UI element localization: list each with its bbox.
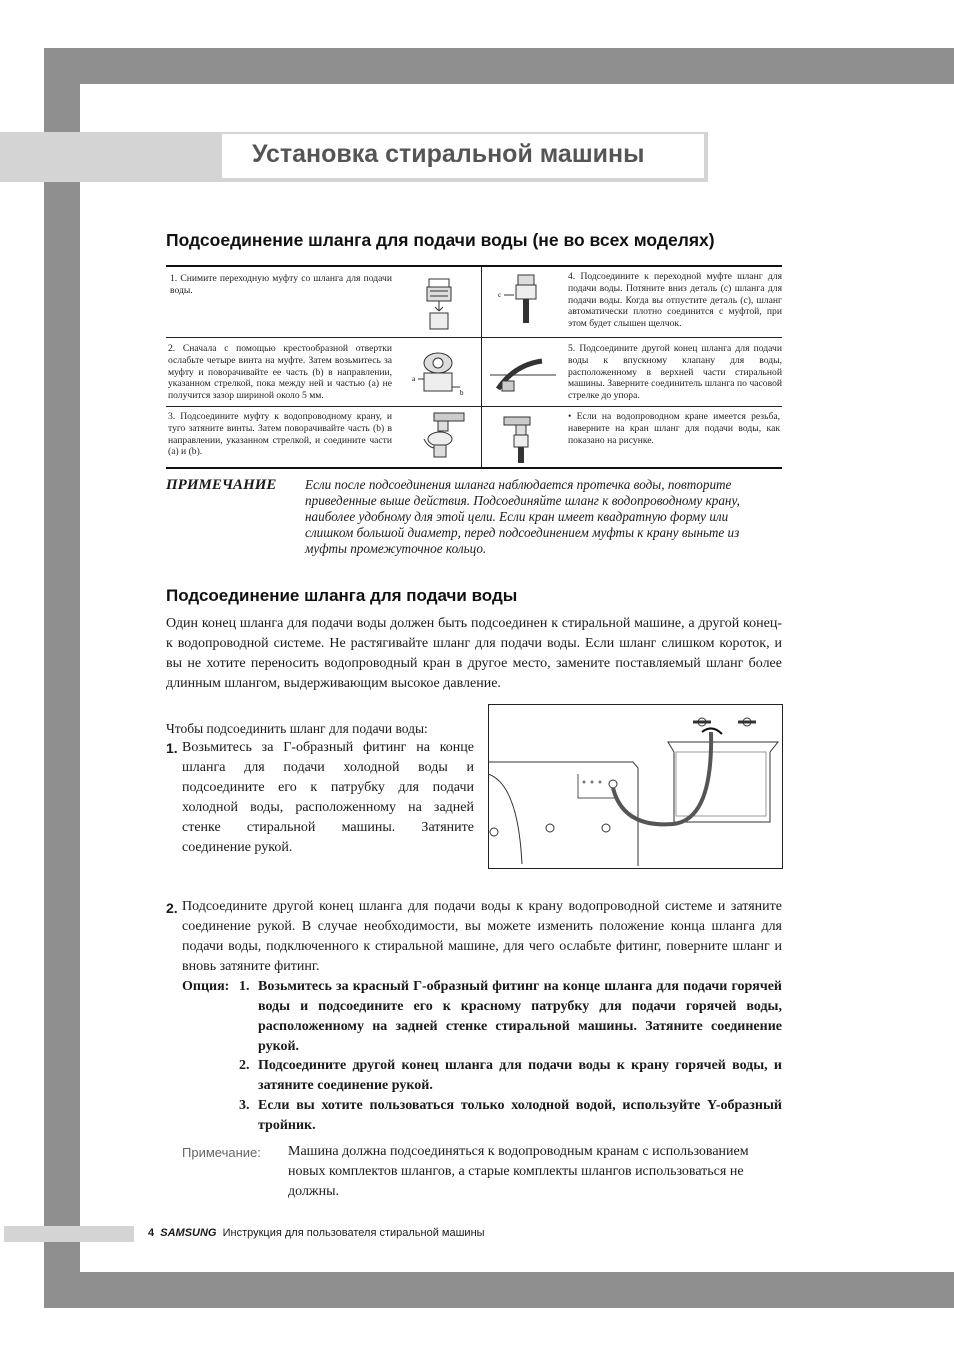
page-frame-bottom — [44, 1272, 954, 1308]
footer — [148, 1227, 485, 1239]
step-4-text: 4. Подсоедините к переходной муфте шланг для подачи воды. Потяните вниз деталь (с) шланга для подачи воды. Когда вы отпустите деталь (с), шланг автоматически плотно соединится с муфтой, при этом будет слышен щелчок. — [568, 271, 782, 330]
footer-bar — [4, 1226, 134, 1242]
section1-heading: Подсоединение шланга для подачи воды (не во всех моделях) — [166, 230, 715, 250]
option-1-number: 1. — [239, 979, 250, 994]
step-5-text: 5. Подсоедините другой конец шланга для подачи воды к впускному клапану для воды, расположенному в верхней части стиральной машины. Заверните соединитель шланга по часовой стрелке до упора. — [568, 343, 782, 402]
option-2-number: 2. — [239, 1058, 250, 1073]
label-a: a — [412, 375, 416, 383]
note-text: Если после подсоединения шланга наблюдается протечка воды, повторите приведенные выше действия. Подсоединяйте шланг к водопроводному крану, наиболее удобному для этой цели. Если кран имеет квадратную форму или слишком большой диаметр, перед подсоединением муфты к крану выньте из муфты промежуточное кольцо. — [305, 477, 740, 556]
hose-adapter-figure — [496, 273, 556, 333]
step1-number: 1. — [166, 740, 178, 756]
threaded-tap-figure — [500, 411, 552, 465]
washer-illustration — [488, 704, 783, 869]
step-1-text: 1. Снимите переходную муфту со шланга для подачи воды. — [170, 273, 392, 296]
intro-paragraph: Один конец шланга для подачи воды должен быть подсоединен к стиральной машине, а другой конец-к водопроводной системе. Не растягивайте шланг для подачи воды. Если шланг слишком короток, и вы не хотите переносить водопроводный кран в другое место, замените поставляемый шланг более длинным шлангом, выдерживающим высокое давление. — [166, 616, 782, 691]
instructions-grid — [166, 265, 782, 469]
lead-text: Чтобы подсоединить шланг для подачи воды: — [166, 721, 428, 736]
note-label: ПРИМЕЧАНИЕ — [166, 477, 277, 493]
option-label: Опция: — [182, 979, 230, 994]
adapter-figure — [416, 277, 462, 333]
step-3-text: 3. Подсоедините муфту к водопроводному крану, и туго затяните винты. Затем поворачивайте часть (b) в направлении, указанном стрелкой, и соедините части (а) и (b). — [168, 411, 392, 458]
note2-label: Примечание: — [182, 1145, 261, 1160]
option-1-text: Возьмитесь за красный Г-образный фитинг на конце шланга для подачи горячей воды и подсоедините его к красному патрубку для подачи горячей воды, расположенному на задней стенке стиральной машины. Затяните соединение рукой. — [258, 979, 782, 1054]
footer-text: Инструкция для пользователя стиральной машины — [222, 1227, 485, 1239]
step-6-text: • Если на водопроводном кране имеется резьба, наверните на кран шланг для подачи воды, как показано на рисунке. — [568, 411, 780, 446]
page-frame-top — [44, 48, 954, 84]
label-b: b — [460, 389, 464, 397]
note2-text: Машина должна подсоединяться к водопроводным кранам с использованием новых комплектов шлангов, а старые комплекты шлангов использоваться не должны. — [288, 1144, 749, 1199]
step2-number: 2. — [166, 900, 178, 916]
option-2-text: Подсоедините другой конец шланга для подачи воды к крану горячей воды, и затяните соединение рукой. — [258, 1058, 782, 1093]
step1-text: Возьмитесь за Г-образный фитинг на конце шланга для подачи холодной воды и подсоедините его к патрубку для подачи холодной воды, расположенному на задней стенке стиральной машины. Затяните соединение рукой. — [182, 740, 474, 855]
step-2-text: 2. Сначала с помощью крестообразной отвертки ослабьте четыре винта на муфте. Затем возьмитесь за муфту и поворачивайте ее часть (b) в направлении, указанном стрелкой, пока между ней и частью (а) не получится зазор шириной около 5 мм. — [168, 343, 392, 402]
step2-text: Подсоедините другой конец шланга для подачи воды к крану водопроводной системе и затяните соединение рукой. В случае необходимости, вы можете изменить положение конца шланга для подачи воды, подключенного к стиральной машине, для чего ослабьте фитинг, поверните шланг и вновь затяните фитинг. — [182, 899, 782, 974]
option-3-text: Если вы хотите пользоваться только холодной водой, используйте Y-образный тройник. — [258, 1098, 782, 1133]
section2-heading: Подсоединение шланга для подачи воды — [166, 586, 518, 605]
page-frame-left — [44, 48, 80, 1308]
tap-coupling-figure — [410, 411, 472, 463]
brand-logo: SAMSUNG — [160, 1227, 217, 1239]
option-3-number: 3. — [239, 1098, 250, 1113]
label-c: c — [498, 291, 502, 299]
page-title: Установка стиральной машины — [252, 140, 645, 168]
inlet-valve-figure — [488, 345, 558, 399]
page-number: 4 — [148, 1227, 155, 1239]
screwdriver-figure — [410, 343, 466, 401]
